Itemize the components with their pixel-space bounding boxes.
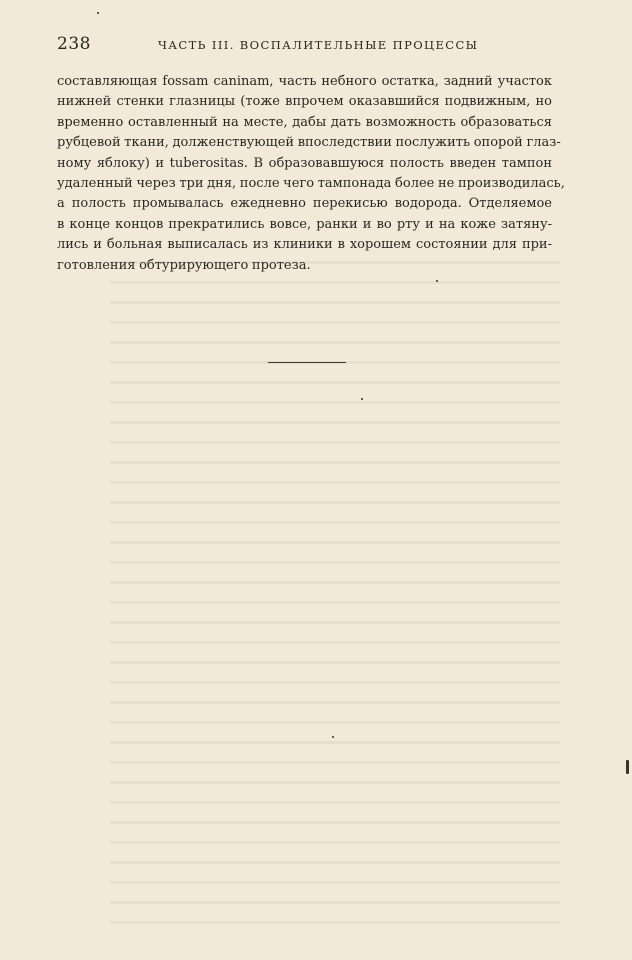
text-line: в конце концов прекратились вовсе, ранки и во рту и на коже затяну- — [57, 216, 552, 232]
show-through-background — [110, 250, 560, 930]
speck-mark — [97, 12, 99, 14]
text-line: удаленный через три дня, после чего тампонада более не производилась, — [57, 176, 565, 192]
text-line: готовления обтурирующего протеза. — [57, 257, 311, 273]
speck-mark — [332, 736, 334, 738]
text-line: составляющая fossam caninam, часть небного остатка, задний участок — [57, 74, 552, 89]
running-head: ЧАСТЬ III. ВОСПАЛИТЕЛЬНЫЕ ПРОЦЕССЫ — [158, 38, 479, 52]
text-line: нижней стенки глазницы (тоже впрочем оказавшийся подвижным, но — [57, 94, 552, 110]
body-paragraph — [57, 72, 565, 276]
speck-mark — [436, 280, 438, 282]
text-line: временно оставленный на месте, дабы дать возможность образоваться — [57, 114, 552, 130]
text-line: лись и больная выписалась из клиники в хорошем состоянии для при- — [57, 237, 552, 253]
text-line: рубцевой ткани, долженствующей впоследствии послужить опорой глаз- — [57, 135, 561, 151]
page-number: 238 — [57, 34, 91, 54]
section-divider — [268, 362, 346, 363]
text-line: а полость промывалась ежедневно перекисью водорода. Отделяемое — [57, 196, 552, 212]
text-line: ному яблоку) и tuberositas. В образовавшуюся полость введен тампон — [57, 155, 552, 171]
speck-mark — [361, 398, 363, 400]
speck-mark — [626, 760, 629, 774]
